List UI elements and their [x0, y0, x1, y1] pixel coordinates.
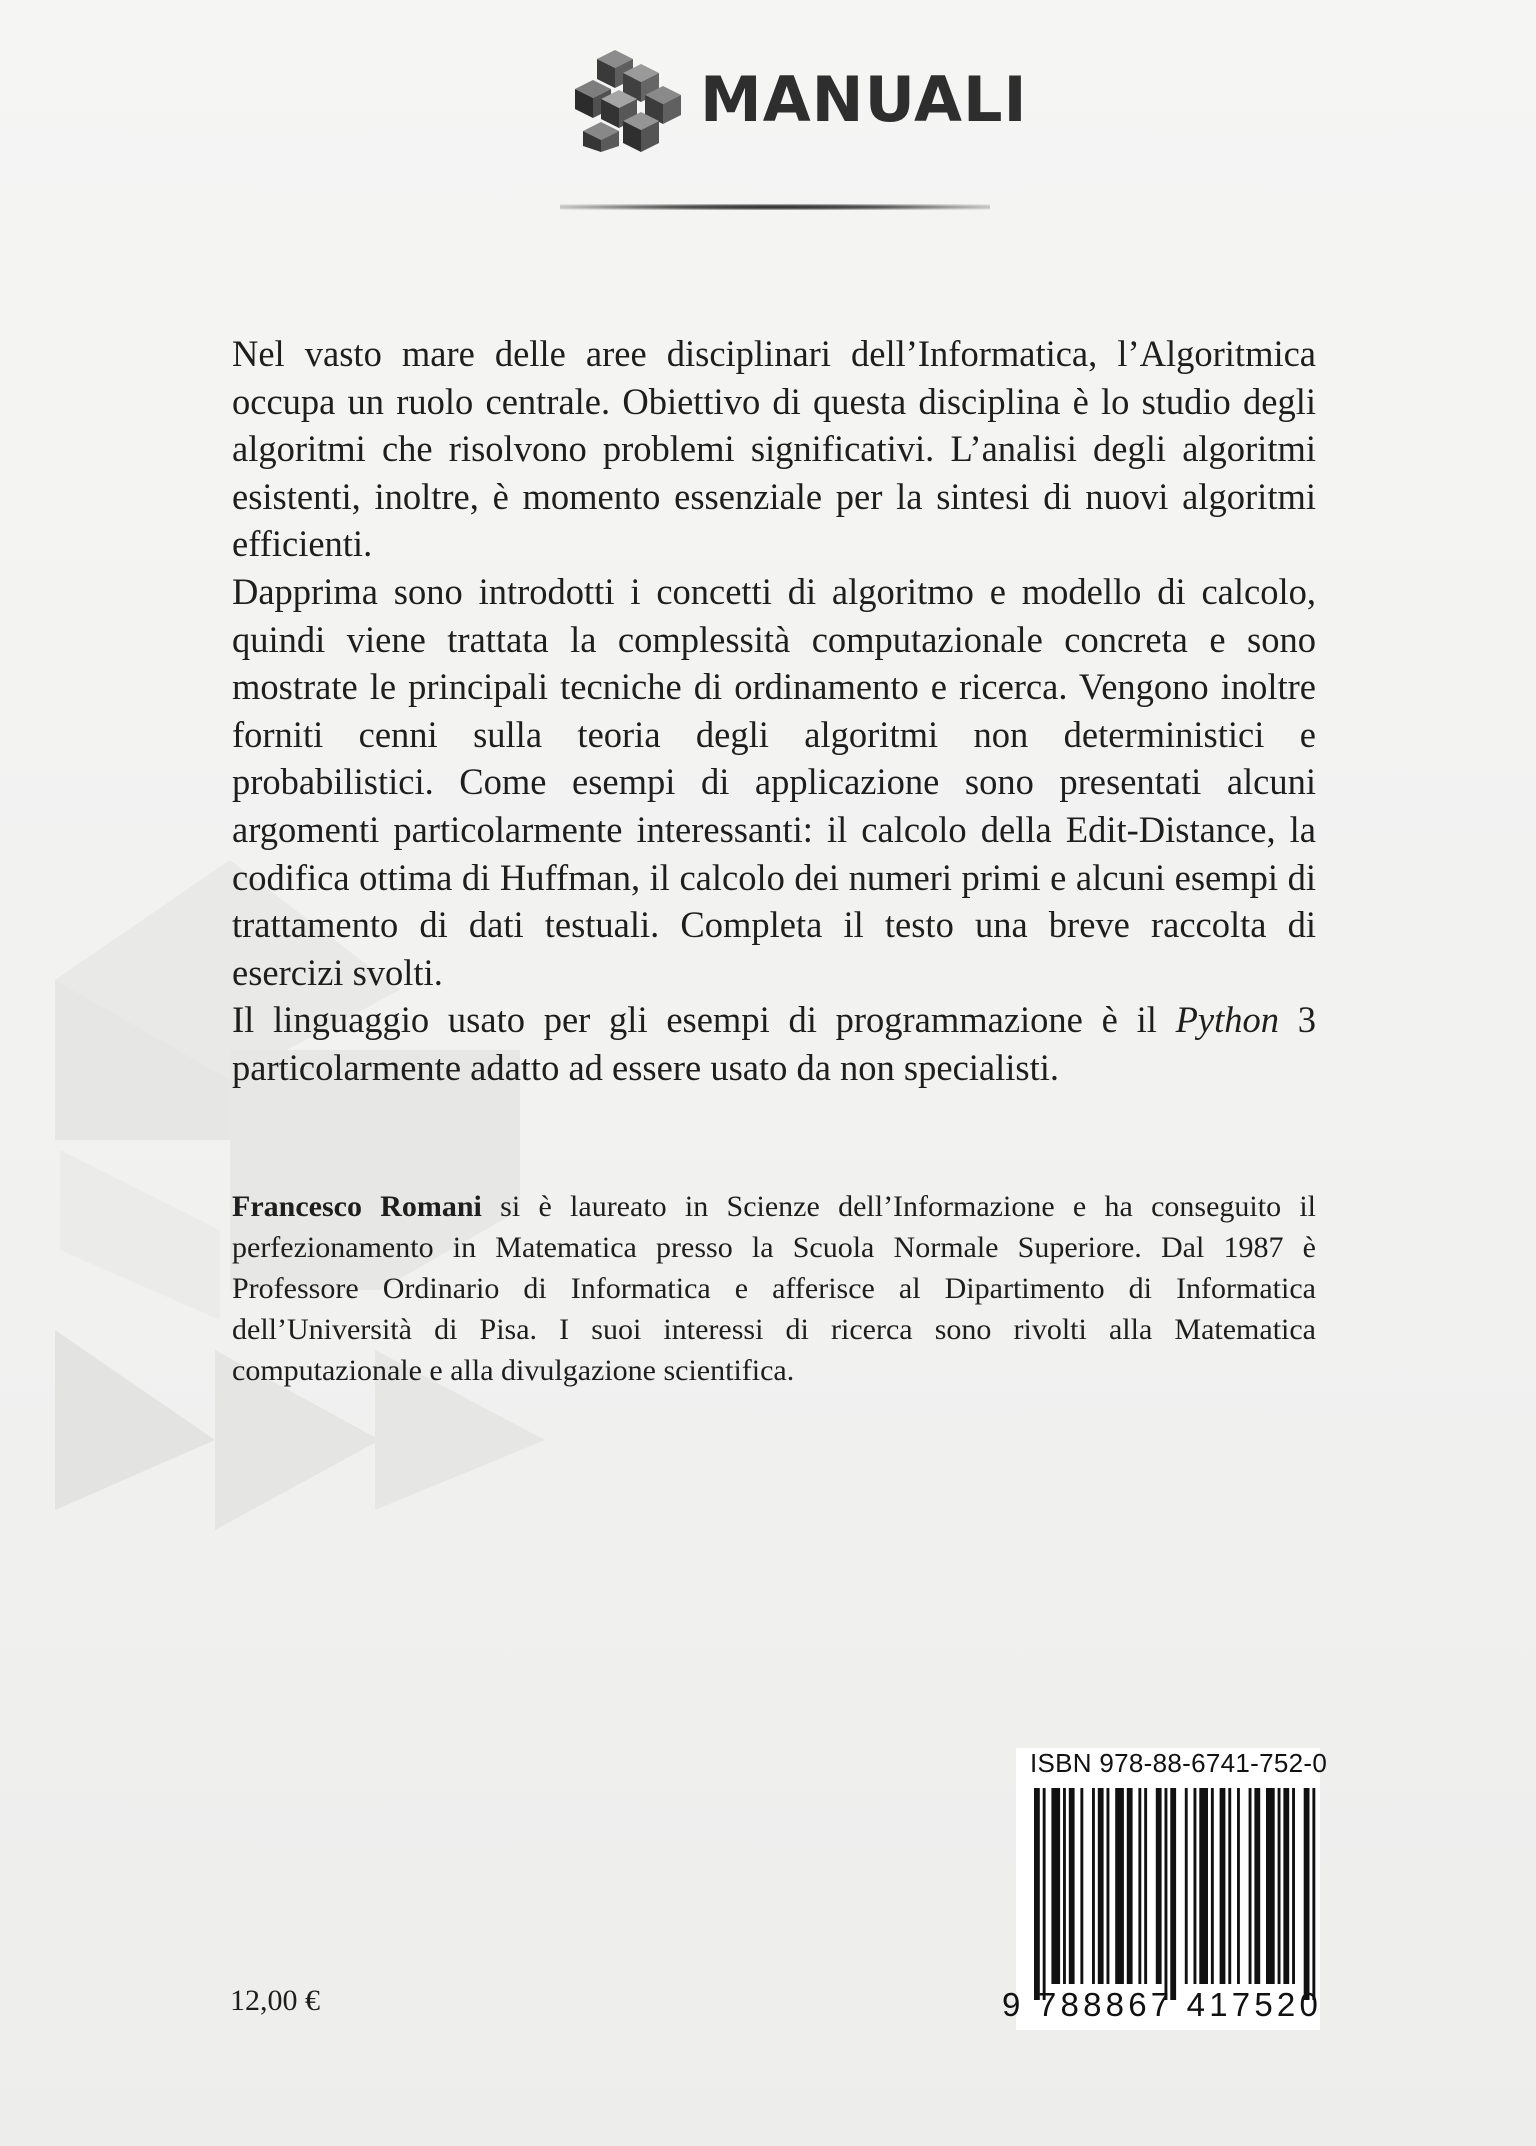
barcode-bar	[1211, 1788, 1214, 1984]
cube-stack-icon	[575, 48, 685, 154]
barcode-bar	[1080, 1788, 1083, 1984]
description-paragraph-3	[232, 996, 1316, 1091]
barcode-bar	[1254, 1788, 1260, 1984]
language-name: Python	[1175, 999, 1279, 1041]
barcode-bar	[1237, 1788, 1240, 1984]
barcode-bar	[1034, 1788, 1040, 2000]
description-paragraph-1: Nel vasto mare delle aree disciplinari dell’Informatica, l’Algoritmica occupa un ruolo centrale. Obiettivo di questa disciplina è lo studio degli algoritmi che risolvono problemi significativi. L’analisi degli algoritmi esistenti, inoltre, è momento essenziale per la sintesi di nuovi algoritmi efficienti.	[232, 333, 1316, 565]
ean-digits: 788867 417520	[1038, 1986, 1323, 2023]
author-bio	[232, 1186, 1316, 1391]
book-description	[232, 330, 1316, 1092]
description-paragraph-3-start: Il linguaggio usato per gli esempi di programmazione è il	[232, 999, 1176, 1041]
barcode-bar	[1043, 1788, 1046, 2000]
barcode-bar	[1185, 1788, 1188, 1984]
barcode-bar	[1051, 1788, 1060, 1984]
barcode-bar	[1170, 1788, 1176, 2000]
barcode-bar	[1220, 1788, 1226, 1984]
barcode-bar	[1138, 1788, 1141, 1984]
ean-lead-digit: 9	[1002, 1986, 1021, 2023]
barcode-bar	[1283, 1788, 1289, 1984]
barcode-bar	[1156, 1788, 1162, 1984]
barcode-bar	[1194, 1788, 1197, 1984]
barcode-bar	[1115, 1788, 1124, 1984]
barcode-bar	[1249, 1788, 1252, 1984]
barcode-bar	[1228, 1788, 1231, 1984]
price-label: 12,00 €	[230, 1984, 320, 2017]
barcode-bar	[1144, 1788, 1147, 1984]
description-paragraph-2: Dapprima sono introdotti i concetti di algoritmo e modello di calcolo, quindi viene trattata la complessità computazionale concreta e sono mostrate le principali tecniche di ordinamento e ricerca. Vengono inoltre forniti cenni sulla teoria degli algoritmi non deterministici e probabilistici. Come esempi di applicazione sono presentati alcuni argomenti particolarmente interessanti: il calcolo della Edit-Distance, la codifica ottima di Huffman, il calcolo dei numeri primi e alcuni esempi di trattamento di dati testuali. Completa il testo una breve raccolta di esercizi svolti.	[232, 570, 1316, 993]
barcode-bar	[1304, 1788, 1310, 2000]
barcode-bar	[1127, 1788, 1133, 1984]
isbn-label: ISBN 978-88-6741-752-0	[1030, 1748, 1328, 1778]
barcode-bar	[1312, 1788, 1315, 2000]
barcode-bar	[1278, 1788, 1281, 1984]
barcode-bar	[1063, 1788, 1066, 1984]
barcode-bar	[1098, 1788, 1104, 1984]
author-bio-text: si è laureato in Scienze dell’Informazione e ha conseguito il perfezionamento in Matematica presso la Scuola Normale Superiore. Dal 1987 è Professore Ordinario di Informatica e afferisce al Dipartimento di Informatica dell’Università di Pisa. I suoi interessi di ricerca sono rivolti alla Matematica computazionale e alla divulgazione scientifica.	[232, 1190, 1317, 1387]
author-name: Francesco Romani	[232, 1190, 482, 1223]
barcode-bar	[1107, 1788, 1110, 1984]
series-header	[0, 44, 1536, 154]
barcode-bar	[1199, 1788, 1208, 1984]
series-brand-title: MANUALI	[700, 63, 1028, 136]
barcode-bar	[1292, 1788, 1295, 1984]
description-paragraph-3-end: 3 particolarmente adatto ad essere usato da non specialisti.	[232, 999, 1316, 1088]
barcode-bar	[1165, 1788, 1168, 2000]
barcode-bar	[1069, 1788, 1075, 1984]
header-divider	[560, 204, 990, 210]
barcode-bar	[1092, 1788, 1095, 1984]
barcode-bar	[1266, 1788, 1275, 1984]
isbn-barcode-block	[1002, 1748, 1328, 2030]
